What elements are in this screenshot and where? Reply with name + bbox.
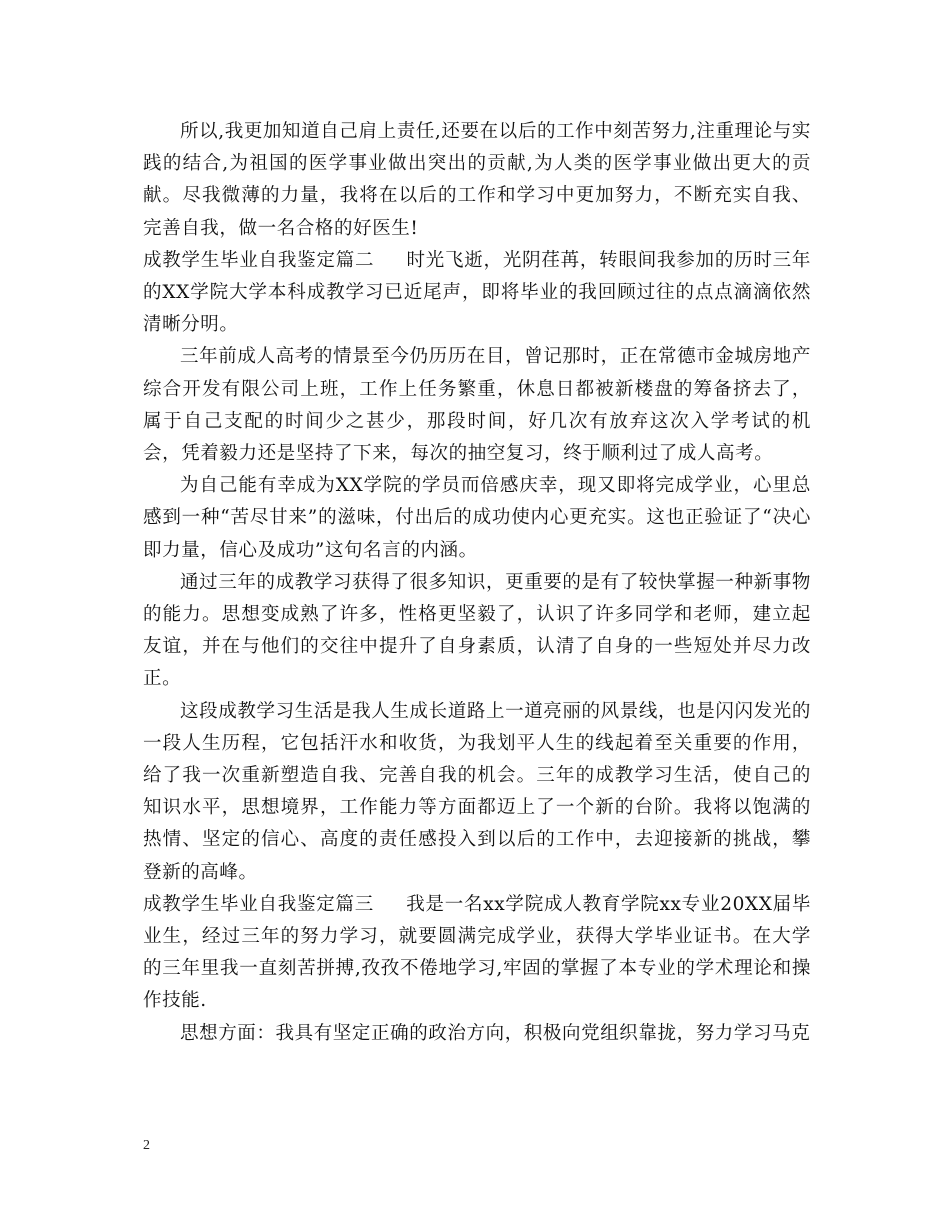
section-three-text: 我是一名xx学院成人教育学院xx专业20XX届毕业生，经过三年的努力学习，就要圆满完成学业，获得大学毕业证书。在大学的三年里我一直刻苦拼搏,孜孜不倦地学习,牢固的掌握了本专业的学术理论和操作技能. [143,893,811,1012]
section-three-intro [143,889,811,1018]
section-heading-two: 成教学生毕业自我鉴定篇二 [143,249,375,271]
paragraph-ideology: 思想方面：我具有坚定正确的政治方向，积极向党组织靠拢，努力学习马克 [180,1022,811,1044]
paragraph-knowledge: 通过三年的成教学习获得了很多知识，更重要的是有了较快掌握一种新事物的能力。思想变成熟了许多，性格更坚毅了，认识了许多同学和老师，建立起友谊，并在与他们的交往中提升了自身素质，认清了自身的一些短处并尽力改正。 [143,571,811,690]
section-heading-three: 成教学生毕业自我鉴定篇三 [143,893,375,915]
section-two-intro [143,245,811,342]
paragraph-exam-memory: 三年前成人高考的情景至今仍历历在目，曾记那时，正在常德市金城房地产综合开发有限公司上班，工作上任务繁重，休息日都被新楼盘的筹备挤去了，属于自己支配的时间少之甚少，那段时间，好几次有放弃这次入学考试的机会，凭着毅力还是坚持了下来，每次的抽空复习，终于顺利过了成人高考。 [143,346,811,465]
paragraph-conclusion: 所以,我更加知道自己肩上责任,还要在以后的工作中刻苦努力,注重理论与实践的结合,为祖国的医学事业做出突出的贡献,为人类的医学事业做出更大的贡献。尽我微薄的力量，我将在以后的工作和学习中更加努力，不断充实自我、完善自我，做一名合格的好医生! [143,121,811,239]
document-body [143,116,811,1050]
paragraph-life-milestone: 这段成教学习生活是我人生成长道路上一道亮丽的风景线，也是闪闪发光的一段人生历程，它包括汗水和收货，为我划平人生的线起着至关重要的作用，给了我一次重新塑造自我、完善自我的机会。三年的成教学习生活，使自己的知识水平，思想境界，工作能力等方面都迈上了一个新的台阶。我将以饱满的热情、坚定的信心、高度的责任感投入到以后的工作中，去迎接新的挑战，攀登新的高峰。 [143,700,811,883]
page-number: 2 [143,1138,150,1153]
paragraph-gratitude: 为自己能有幸成为XX学院的学员而倍感庆幸，现又即将完成学业，心里总感到一种“苦尽甘来”的滋味，付出后的成功使内心更充实。这也正验证了“决心即力量，信心及成功”这句名言的内涵。 [143,475,811,561]
section-two-text: 时光飞逝，光阴荏苒，转眼间我参加的历时三年的XX学院大学本科成教学习已近尾声，即将毕业的我回顾过往的点点滴滴依然清晰分明。 [143,249,812,336]
